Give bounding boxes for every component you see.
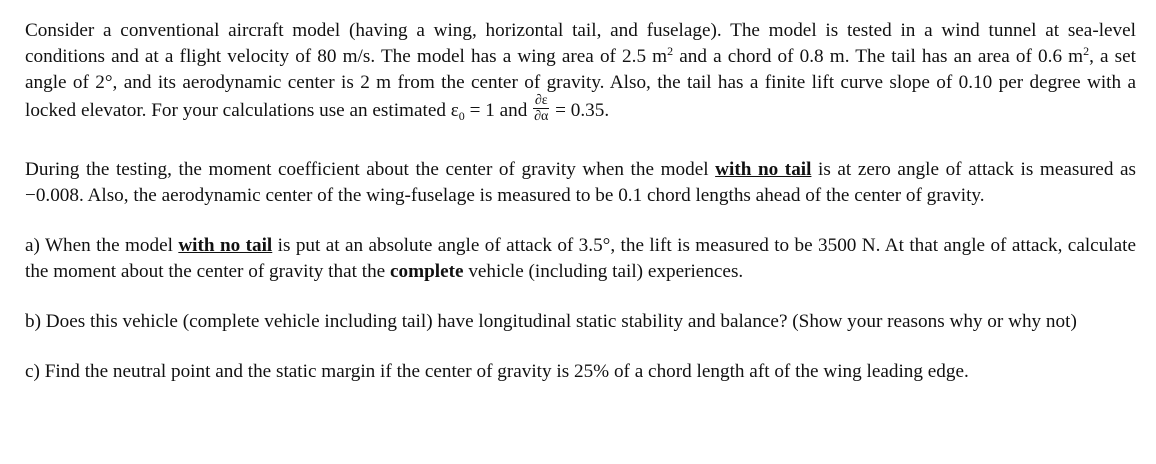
intro-text-4: = 1 and xyxy=(464,99,533,121)
complete-emphasis: complete xyxy=(389,261,464,282)
intro-text-2: and a chord of 0.8 m. The tail has an area of 0.6 m xyxy=(673,46,1084,67)
derivative-denominator: ∂α xyxy=(534,109,549,124)
tail-area-exponent: 2 xyxy=(1083,44,1090,58)
wing-area-exponent: 2 xyxy=(667,44,674,58)
question-a xyxy=(25,233,1136,285)
intro-text-5: = 0.35. xyxy=(550,99,610,121)
testing-text-2: is at zero angle of attack is measured as −0.008. Also, the aerodynamic center of the wing-fuselage is measured to be 0.1 chord lengths ahead of the center of gravity. xyxy=(25,159,1136,206)
with-no-tail-emphasis: with no tail xyxy=(715,159,812,180)
testing-paragraph xyxy=(25,157,1136,209)
testing-text-1: During the testing, the moment coefficient about the center of gravity when the model xyxy=(25,159,716,180)
question-a-text-3: vehicle (including tail) experiences. xyxy=(463,261,744,282)
intro-paragraph xyxy=(25,18,1136,127)
with-no-tail-emphasis: with no tail xyxy=(178,235,273,256)
downwash-derivative xyxy=(533,93,549,124)
question-b xyxy=(25,309,1136,335)
question-b-text: b) Does this vehicle (complete vehicle including tail) have longitudinal static stability and balance? (Show your reasons why or why not) xyxy=(25,311,1077,332)
question-c xyxy=(25,359,1136,385)
question-a-text-1: a) When the model xyxy=(25,235,179,256)
epsilon-subscript: 0 xyxy=(458,108,465,123)
question-c-text: c) Find the neutral point and the static margin if the center of gravity is 25% of a chord length aft of the wing leading edge. xyxy=(25,361,969,382)
derivative-numerator: ∂ε xyxy=(534,93,548,108)
intro-text-3: , a set angle of 2°, and its aerodynamic center is 2 m from the center of gravity. Also, the tail has a finite lift curve slope of 0.10 per degree with a locked elevator. For your calculations use an estimated ε xyxy=(25,46,1136,121)
question-a-text-2: is put at an absolute angle of attack of 3.5°, the lift is measured to be 3500 N. At that angle of attack, calculate the moment about the center of gravity that the xyxy=(25,235,1136,282)
intro-text-1: Consider a conventional aircraft model (having a wing, horizontal tail, and fuselage). The model is tested in a wind tunnel at sea-level conditions and at a flight velocity of 80 m/s. The model has a wing area of 2.5 m xyxy=(25,20,1136,67)
